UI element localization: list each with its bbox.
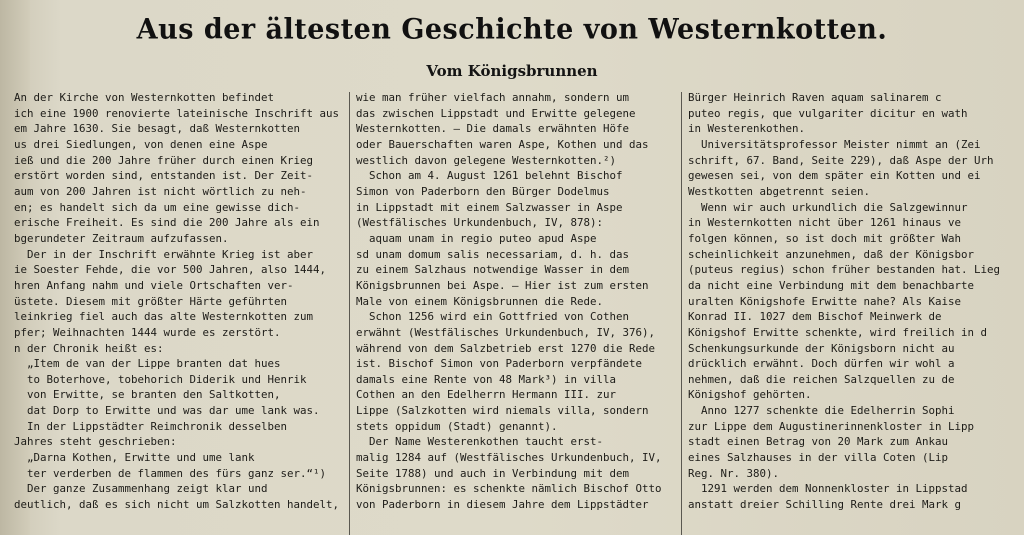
text-line: An der Kirche von Westernkotten befindet bbox=[14, 91, 275, 104]
text-line: oder Bauerschaften waren Aspe, Kothen und das bbox=[356, 137, 649, 151]
text-line: damals eine Rente von 48 Mark³) in villa bbox=[356, 372, 617, 386]
text-line: Königsbrunnen bei Aspe. — Hier ist zum ersten bbox=[356, 278, 649, 292]
text-line: aum von 200 Jahren ist nicht wörtlich zu neh- bbox=[14, 184, 307, 198]
text-line: westlich davon gelegene Westernkotten.²) bbox=[356, 153, 617, 167]
text-line: in Lippstadt mit einem Salzwasser in Aspe bbox=[356, 200, 623, 214]
text-line: drücklich erwähnt. Doch dürfen wir wohl a bbox=[688, 357, 955, 371]
text-line: zur Lippe dem Augustinerinnenkloster in Lipp bbox=[688, 419, 975, 433]
article-headline: Aus der ältesten Geschichte von Westernkotten. bbox=[136, 13, 888, 46]
text-line: Cothen an den Edelherrn Hermann III. zur bbox=[356, 388, 617, 402]
text-line: hren Anfang nahm und viele Ortschaften ver- bbox=[14, 278, 294, 292]
text-column-3 bbox=[688, 90, 1024, 535]
text-line: sd unam domum salis necessariam, d. h. das bbox=[356, 247, 630, 261]
text-line: nehmen, daß die reichen Salzquellen zu de bbox=[688, 372, 955, 386]
text-line: ich eine 1900 renovierte lateinische Inschrift aus bbox=[14, 106, 340, 120]
text-line: schrift, 67. Band, Seite 229), daß Aspe der Urh bbox=[688, 153, 994, 167]
text-line: Der in der Inschrift erwähnte Krieg ist aber bbox=[14, 247, 314, 261]
text-line: das zwischen Lippstadt und Erwitte gelegene bbox=[356, 106, 636, 120]
text-line: während von dem Salzbetrieb erst 1270 die Rede bbox=[356, 341, 656, 355]
text-line: ie Soester Fehde, die vor 500 Jahren, also 1444, bbox=[14, 263, 327, 277]
article-subheading: Vom Königsbrunnen bbox=[426, 62, 598, 80]
text-line: in Westerenkothen. bbox=[688, 122, 806, 136]
text-line: Konrad II. 1027 dem Bischof Meinwerk de bbox=[688, 310, 942, 324]
text-line: erwähnt (Westfälisches Urkundenbuch, IV, 376), bbox=[356, 325, 656, 339]
text-line: anstatt dreier Schilling Rente drei Mark g bbox=[688, 498, 962, 512]
text-line: (Westfälisches Urkundenbuch, IV, 878): bbox=[356, 216, 604, 230]
text-line: stadt einen Betrag von 20 Mark zum Ankau bbox=[688, 435, 949, 449]
text-line: gewesen sei, von dem später ein Kotten und ei bbox=[688, 169, 981, 183]
text-line: ter verderben de flammen des fürs ganz ser.“¹) bbox=[14, 466, 327, 480]
text-line: to Boterhove, tobehorich Diderik und Henrik bbox=[14, 372, 307, 386]
text-line: (puteus regius) schon früher bestanden hat. Lieg bbox=[688, 263, 1001, 277]
text-line: n der Chronik heißt es: bbox=[14, 341, 164, 355]
text-line: Bürger Heinrich Raven aquam salinarem c bbox=[688, 91, 942, 104]
text-line: stets oppidum (Stadt) genannt). bbox=[356, 419, 558, 433]
text-line: 1291 werden dem Nonnenkloster in Lippstad bbox=[688, 482, 968, 496]
text-line: Schon 1256 wird ein Gottfried von Cothen bbox=[356, 310, 630, 324]
text-line: „Item de van der Lippe branten dat hues bbox=[14, 357, 281, 371]
text-line: Schon am 4. August 1261 belehnt Bischof bbox=[356, 169, 623, 183]
text-line: Universitätsprofessor Meister nimmt an (Zei bbox=[688, 137, 981, 151]
text-line: Königsbrunnen: es schenkte nämlich Bischof Otto bbox=[356, 482, 662, 496]
text-line: Der ganze Zusammenhang zeigt klar und bbox=[14, 482, 268, 496]
text-line: Westkotten abgetrennt seien. bbox=[688, 184, 871, 198]
text-line: Simon von Paderborn den Bürger Dodelmus bbox=[356, 184, 610, 198]
text-line: Der Name Westerenkothen taucht erst- bbox=[356, 435, 604, 449]
text-line: üstete. Diesem mit größter Härte geführten bbox=[14, 294, 288, 308]
text-line: folgen können, so ist doch mit größter Wah bbox=[688, 231, 962, 245]
text-line: zu einem Salzhaus notwendige Wasser in dem bbox=[356, 263, 630, 277]
text-line: en; es handelt sich da um eine gewisse dich- bbox=[14, 200, 301, 214]
text-line: em Jahre 1630. Sie besagt, daß Westernkotten bbox=[14, 122, 301, 136]
text-line: in Westernkotten nicht über 1261 hinaus ve bbox=[688, 216, 962, 230]
text-line: von Erwitte, se branten den Saltkotten, bbox=[14, 388, 281, 402]
text-line: eines Salzhauses in der villa Coten (Lip bbox=[688, 451, 949, 465]
text-line: ieß und die 200 Jahre früher durch einen Krieg bbox=[14, 153, 314, 167]
text-line: aquam unam in regio puteo apud Aspe bbox=[356, 231, 597, 245]
text-line: wie man früher vielfach annahm, sondern um bbox=[356, 91, 630, 104]
text-line: bgerundeter Zeitraum aufzufassen. bbox=[14, 231, 229, 245]
text-line: dat Dorp to Erwitte und was dar ume lank was. bbox=[14, 404, 320, 418]
text-line: puteo regis, que vulgariter dicitur en wath bbox=[688, 106, 968, 120]
text-column-1 bbox=[14, 90, 344, 535]
text-line: pfer; Weihnachten 1444 wurde es zerstört. bbox=[14, 325, 281, 339]
text-line: us drei Siedlungen, von denen eine Aspe bbox=[14, 137, 268, 151]
text-line: leinkrieg fiel auch das alte Westernkotten zum bbox=[14, 310, 314, 324]
text-line: In der Lippstädter Reimchronik desselben bbox=[14, 419, 288, 433]
text-line: Lippe (Salzkotten wird niemals villa, sondern bbox=[356, 404, 649, 418]
text-line: Male von einem Königsbrunnen die Rede. bbox=[356, 294, 604, 308]
text-line: uralten Königshofe Erwitte nahe? Als Kaise bbox=[688, 294, 962, 308]
text-line: deutlich, daß es sich nicht um Salzkotten handelt, bbox=[14, 498, 340, 512]
text-line: da nicht eine Verbindung mit dem benachbarte bbox=[688, 278, 975, 292]
text-line: ist. Bischof Simon von Paderborn verpfändete bbox=[356, 357, 643, 371]
text-line: scheinlichkeit anzunehmen, daß der Königsbor bbox=[688, 247, 975, 261]
text-column-2 bbox=[356, 90, 678, 535]
text-line: Westernkotten. — Die damals erwähnten Höfe bbox=[356, 122, 630, 136]
text-line: Schenkungsurkunde der Königsborn nicht au bbox=[688, 341, 955, 355]
text-line: „Darna Kothen, Erwitte und ume lank bbox=[14, 451, 255, 465]
text-line: Königshof gehörten. bbox=[688, 388, 812, 402]
text-line: Königshof Erwitte schenkte, wird freilich in d bbox=[688, 325, 988, 339]
text-line: Wenn wir auch urkundlich die Salzgewinnur bbox=[688, 200, 968, 214]
text-line: erische Freiheit. Es sind die 200 Jahre als ein bbox=[14, 216, 320, 230]
text-line: Seite 1788) und auch in Verbindung mit dem bbox=[356, 466, 630, 480]
text-line: Jahres steht geschrieben: bbox=[14, 435, 177, 449]
text-line: von Paderborn in diesem Jahre dem Lippstädter bbox=[356, 498, 649, 512]
text-line: erstört worden sind, entstanden ist. Der Zeit- bbox=[14, 169, 314, 183]
column-divider bbox=[681, 92, 682, 535]
text-line: Reg. Nr. 380). bbox=[688, 466, 780, 480]
column-divider bbox=[349, 92, 350, 535]
text-line: Anno 1277 schenkte die Edelherrin Sophi bbox=[688, 404, 955, 418]
text-line: malig 1284 auf (Westfälisches Urkundenbuch, IV, bbox=[356, 451, 662, 465]
